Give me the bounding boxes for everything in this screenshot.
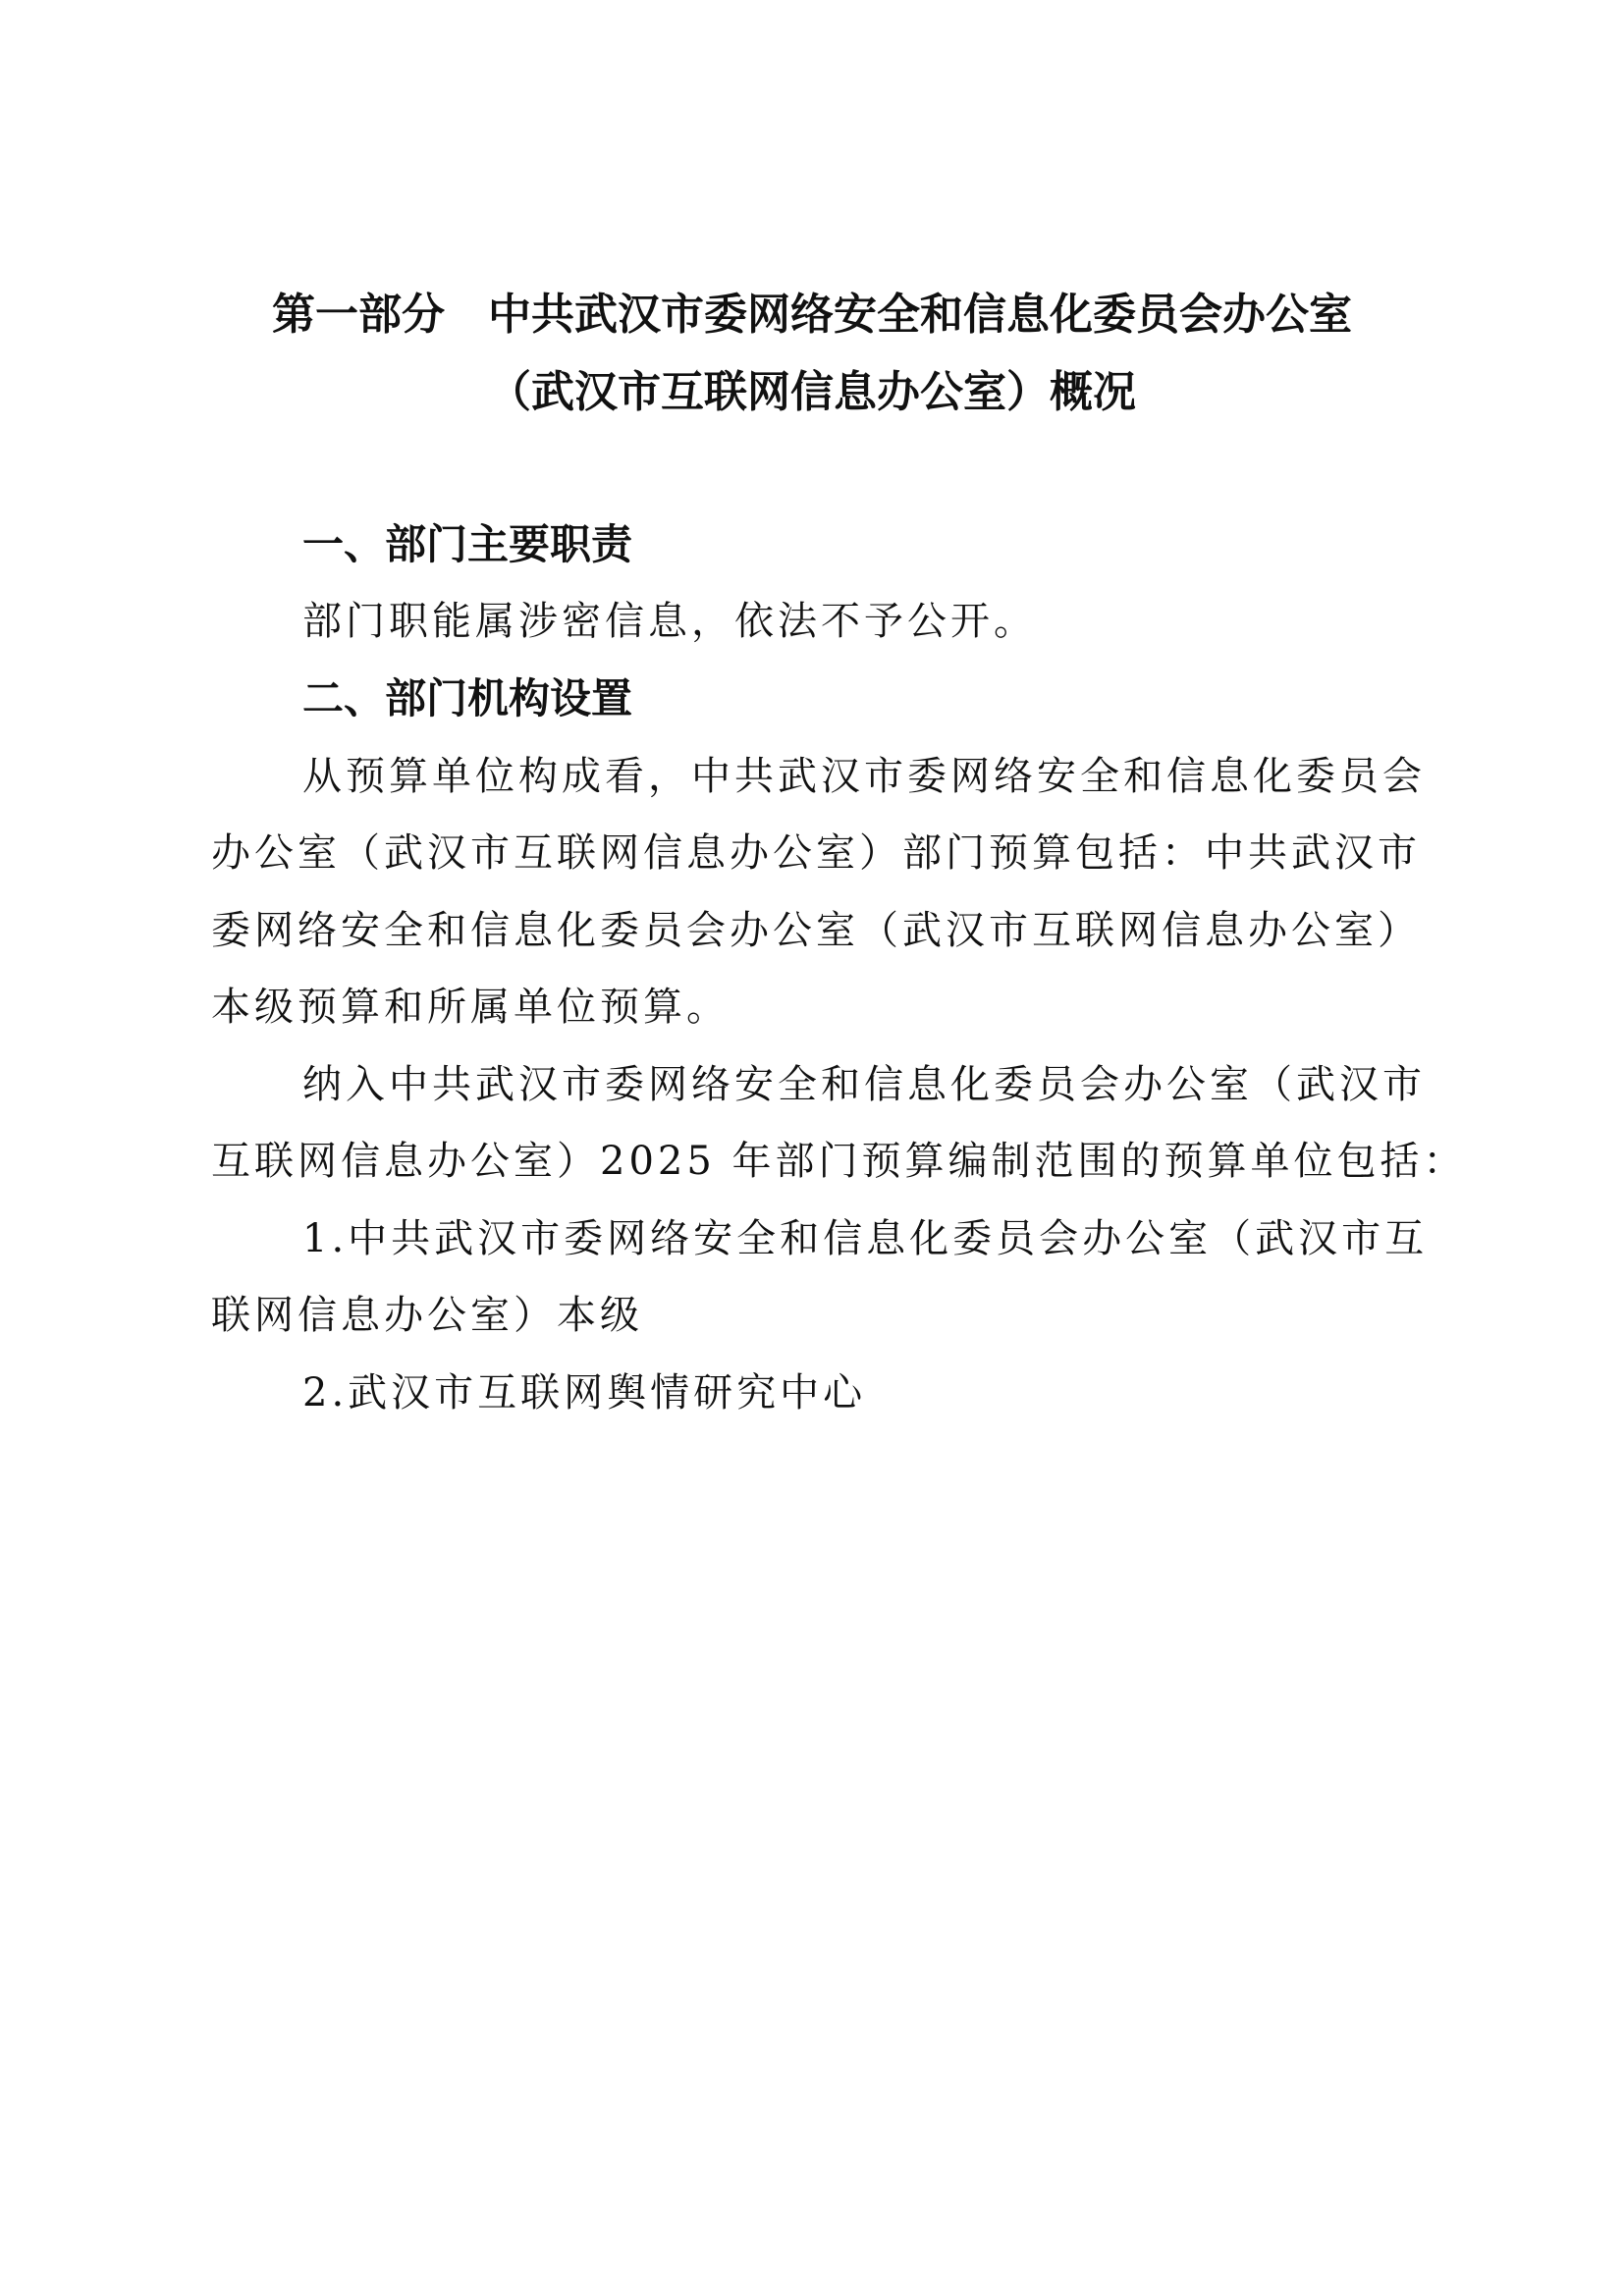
paragraph-line: 互联网信息办公室）2025 年部门预算编制范围的预算单位包括： — [211, 1139, 1467, 1184]
part-label: 第一部分 — [272, 290, 445, 340]
paragraph-line: 委网络安全和信息化委员会办公室（武汉市互联网信息办公室） — [211, 908, 1421, 953]
paragraph-line: 纳入中共武汉市委网络安全和信息化委员会办公室（武汉市 — [302, 1062, 1426, 1107]
list-item: 2.武汉市互联网舆情研究中心 — [302, 1370, 867, 1415]
section-heading-duties: 一、部门主要职责 — [302, 520, 633, 568]
paragraph-line: 从预算单位构成看，中共武汉市委网络安全和信息化委员会 — [302, 754, 1426, 799]
list-item-continuation: 联网信息办公室）本级 — [211, 1293, 643, 1338]
list-item: 1.中共武汉市委网络安全和信息化委员会办公室（武汉市互 — [302, 1216, 1429, 1261]
paragraph-line: 本级预算和所属单位预算。 — [211, 985, 730, 1030]
page-title-line-1 — [0, 288, 1624, 343]
paragraph-line: 办公室（武汉市互联网信息办公室）部门预算包括：中共武汉市 — [211, 830, 1421, 876]
page-title-line-2: （武汉市互联网信息办公室）概况 — [488, 367, 1136, 417]
department-name: 中共武汉市委网络安全和信息化委员会办公室 — [488, 290, 1352, 340]
section-heading-structure: 二、部门机构设置 — [302, 674, 633, 722]
duties-text: 部门职能属涉密信息，依法不予公开。 — [302, 599, 1037, 644]
